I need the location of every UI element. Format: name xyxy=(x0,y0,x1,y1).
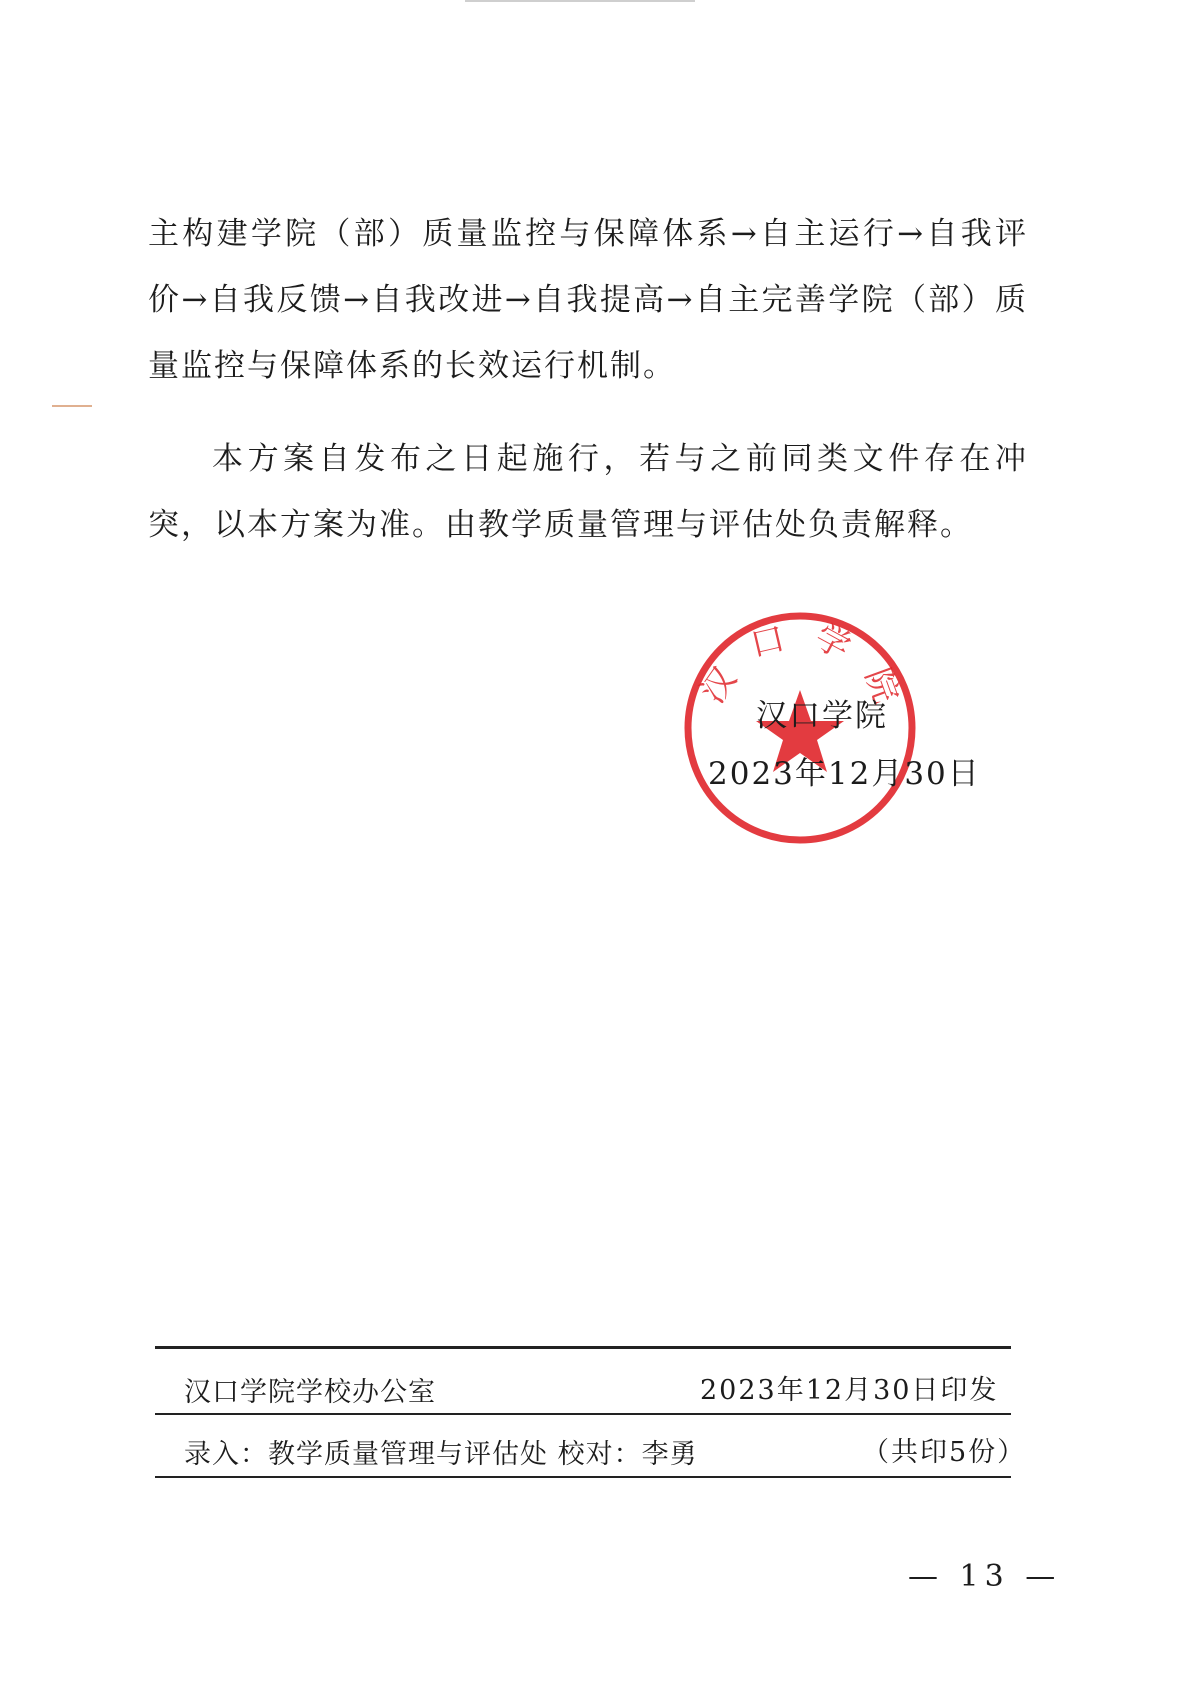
copies-count: （共印5份） xyxy=(862,1437,1027,1468)
footer-rule-top xyxy=(155,1346,1011,1349)
body-paragraph-2: 本方案自发布之日起施行，若与之前同类文件存在冲突，以本方案为准。由教学质量管理与评估处负责解释。 xyxy=(148,441,1028,543)
page-number: — 13 — xyxy=(908,1559,1062,1594)
signature-organization: 汉口学院 xyxy=(756,698,888,734)
signature-date: 2023年12月30日 xyxy=(708,756,981,792)
entry-proofreader: 录入：教学质量管理与评估处 校对：李勇 xyxy=(184,1439,698,1470)
scan-artifact-top xyxy=(465,0,695,2)
body-paragraph-1: 主构建学院（部）质量监控与保障体系→自主运行→自我评价→自我反馈→自我改进→自我提高→自主完善学院（部）质量监控与保障体系的长效运行机制。 xyxy=(148,216,1028,384)
issue-date: 2023年12月30日印发 xyxy=(700,1375,999,1406)
scan-artifact-mark xyxy=(52,405,92,407)
footer-rule-bottom xyxy=(155,1476,1011,1478)
issuer-office: 汉口学院学校办公室 xyxy=(184,1377,436,1408)
footer-rule-middle xyxy=(155,1413,1011,1415)
seal-text: 汉口学院 xyxy=(692,613,915,732)
